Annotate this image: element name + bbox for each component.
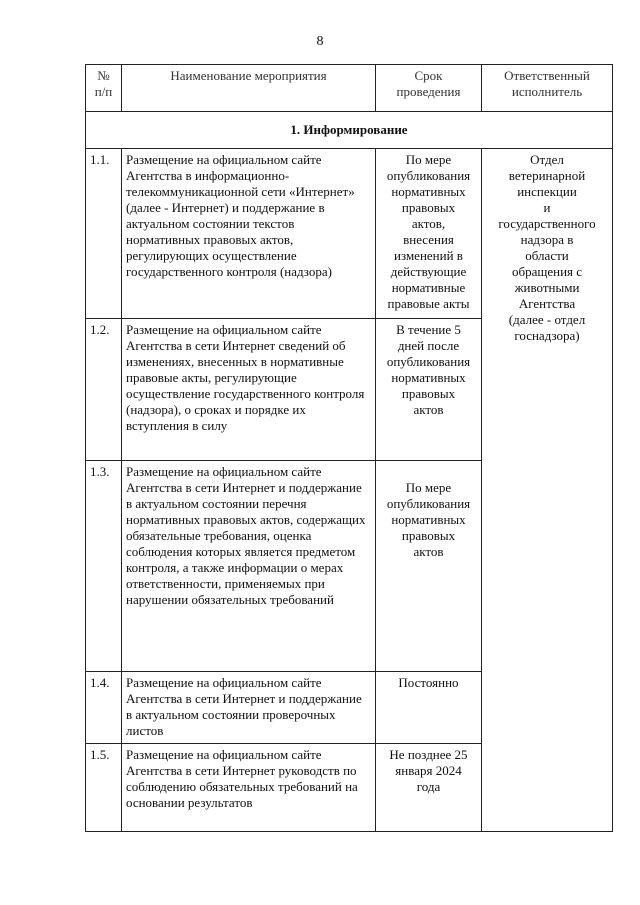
row-number: 1.5. bbox=[86, 744, 122, 832]
header-responsible: Ответственный исполнитель bbox=[482, 65, 613, 112]
row-term: По мере опубликования нормативных правовых актов, внесения изменений в действующие нормативные правовые акты bbox=[376, 149, 482, 319]
header-number: № п/п bbox=[86, 65, 122, 112]
row-number: 1.4. bbox=[86, 672, 122, 744]
row-event-name: Размещение на официальном сайте Агентства в сети Интернет и поддержание в актуальном состоянии проверочных листов bbox=[122, 672, 376, 744]
row-event-name: Размещение на официальном сайте Агентства в информационно-телекоммуникационной сети «Интернет» (далее - Интернет) и поддержание в актуальном состоянии текстов нормативных правовых актов, регулирующих осуществление государственного контроля (надзора) bbox=[122, 149, 376, 319]
row-number: 1.1. bbox=[86, 149, 122, 319]
row-term: Не позднее 25 января 2024 года bbox=[376, 744, 482, 832]
row-event-name: Размещение на официальном сайте Агентства в сети Интернет сведений об изменениях, внесенных в нормативные правовые акты, регулирующие осуществление государственного контроля (надзора), о сроках и порядке их вступления в силу bbox=[122, 319, 376, 461]
row-term: Постоянно bbox=[376, 672, 482, 744]
row-event-name: Размещение на официальном сайте Агентства в сети Интернет и поддержание в актуальном состоянии перечня нормативных правовых актов, содержащих обязательные требования, оценка соблюдения которых является предметом контроля, а также информации о мерах ответственности, применяемых при нарушении обязательных требований bbox=[122, 461, 376, 672]
row-number: 1.2. bbox=[86, 319, 122, 461]
table-header-row bbox=[86, 65, 613, 112]
responsible-executor: Отдел ветеринарной инспекции и государственного надзора в области обращения с животными Агентства (далее - отдел госнадзора) bbox=[482, 149, 613, 832]
page-number: 8 bbox=[316, 34, 324, 49]
row-number: 1.3. bbox=[86, 461, 122, 672]
table-row bbox=[86, 149, 613, 319]
section-title: 1. Информирование bbox=[86, 112, 613, 149]
row-term: По мере опубликования нормативных правовых актов bbox=[376, 461, 482, 672]
header-term: Срок проведения bbox=[376, 65, 482, 112]
events-table bbox=[85, 64, 613, 832]
row-term: В течение 5 дней после опубликования нормативных правовых актов bbox=[376, 319, 482, 461]
section-row bbox=[86, 112, 613, 149]
header-event-name: Наименование мероприятия bbox=[122, 65, 376, 112]
row-event-name: Размещение на официальном сайте Агентства в сети Интернет руководств по соблюдению обязательных требований на основании результатов bbox=[122, 744, 376, 832]
